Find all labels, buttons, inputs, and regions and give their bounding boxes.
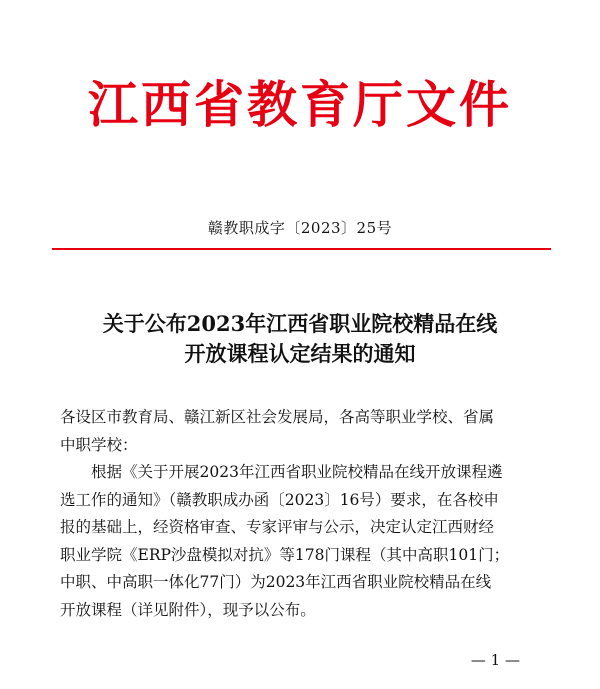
notice-body [60, 404, 530, 624]
red-separator-line [52, 248, 551, 250]
paragraph-line: 开放课程（详见附件），现予以公布。 [60, 600, 316, 619]
paragraph-line: 根据《关于开展2023年江西省职业院校精品在线开放课程遴 [91, 463, 503, 481]
document-header-title: 江西省教育厅文件 [88, 76, 512, 134]
paragraph-line: 职业学院《ERP沙盘模拟对抗》等178门课程（其中高职101门； [60, 545, 510, 564]
salutation-line: 中职学校： [60, 435, 138, 454]
paragraph-line: 选工作的通知》（赣教职成办函〔2023〕16号）要求，在各校申 [60, 490, 499, 509]
document-number: 赣教职成字〔2023〕25号 [207, 219, 393, 237]
salutation-line: 各设区市教育局、赣江新区社会发展局，各高等职业学校、省属 [60, 408, 495, 426]
paragraph-line: 报的基础上，经资格审查、专家评审与公示，决定认定江西财经 [60, 518, 495, 536]
notice-title-line: 开放课程认定结果的通知 [184, 341, 416, 366]
page-number: — 1 — [470, 651, 520, 669]
notice-title [0, 309, 600, 369]
paragraph-line: 中职、中高职一体化77门）为2023年江西省职业院校精品在线 [60, 573, 492, 591]
notice-title-line: 关于公布2023年江西省职业院校精品在线 [102, 311, 498, 336]
